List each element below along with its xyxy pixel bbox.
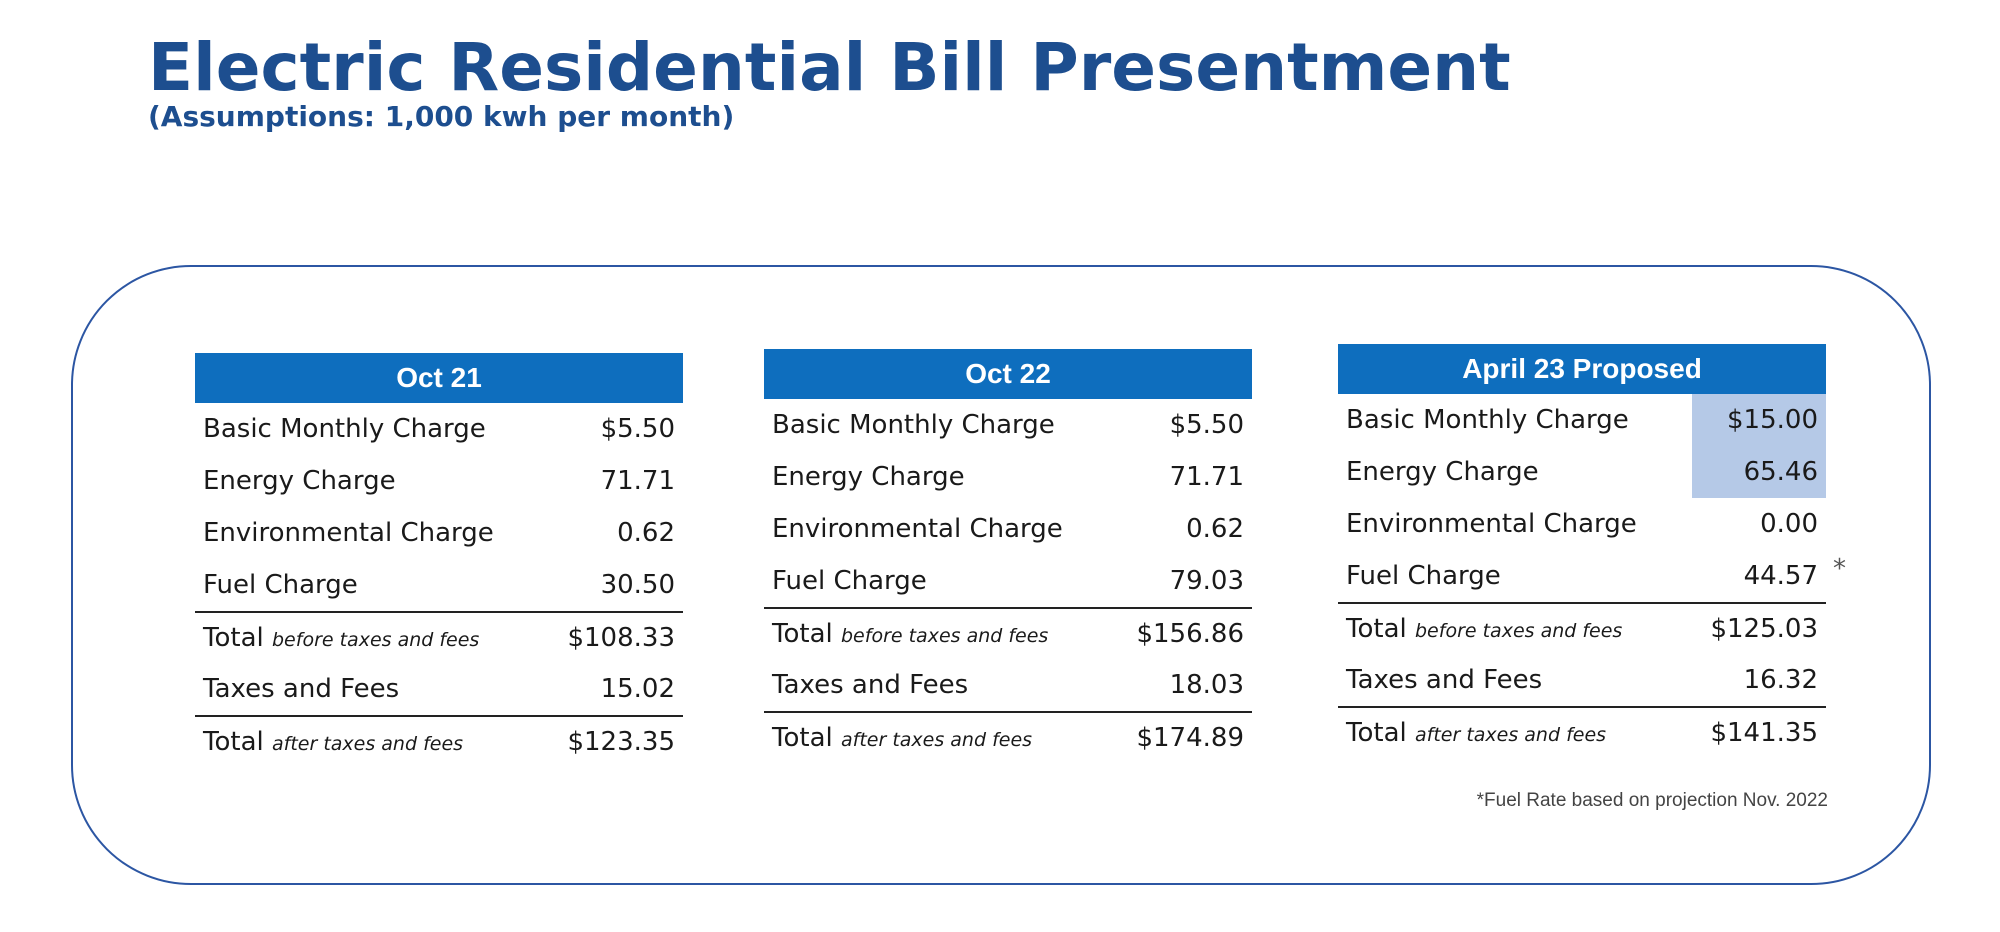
total-after-row — [1338, 706, 1826, 758]
total-before-row — [1338, 602, 1826, 654]
total-label: Total — [1346, 614, 1407, 644]
row-label: Taxes and Fees — [1346, 665, 1543, 695]
row-value-highlighted: 65.46 — [1692, 446, 1826, 498]
row-value: $5.50 — [600, 414, 675, 444]
row-label: Basic Monthly Charge — [772, 410, 1055, 440]
row-value: $123.35 — [567, 727, 675, 757]
energy-charge-row — [1338, 446, 1826, 498]
total-note: after taxes and fees — [841, 729, 1033, 751]
footnote-marker: * — [1833, 554, 1846, 584]
row-label: Energy Charge — [772, 462, 965, 492]
row-value: 30.50 — [600, 570, 675, 600]
row-value: 15.02 — [600, 674, 675, 704]
page-title: Electric Residential Bill Presentment — [148, 29, 1511, 106]
bill-header: Oct 21 — [195, 353, 683, 403]
total-note: after taxes and fees — [272, 733, 464, 755]
environmental-charge-row — [195, 507, 683, 559]
footnote: *Fuel Rate based on projection Nov. 2022 — [1476, 790, 1828, 811]
total-label: Total — [772, 619, 833, 649]
row-value: 71.71 — [1169, 462, 1244, 492]
row-value: $108.33 — [567, 623, 675, 653]
row-value: 0.62 — [1186, 514, 1244, 544]
total-label: Total — [1346, 718, 1407, 748]
row-label: Basic Monthly Charge — [1346, 405, 1629, 435]
total-note: before taxes and fees — [841, 625, 1049, 647]
total-after-row — [764, 711, 1252, 763]
environmental-charge-row — [764, 503, 1252, 555]
row-value — [1692, 550, 1846, 602]
row-value: $174.89 — [1136, 723, 1244, 753]
bill-table-oct-22 — [764, 349, 1252, 763]
taxes-row — [764, 659, 1252, 711]
row-label: Environmental Charge — [772, 514, 1063, 544]
bill-table-oct-21 — [195, 353, 683, 767]
basic-charge-row — [764, 399, 1252, 451]
total-note: before taxes and fees — [1415, 620, 1623, 642]
fuel-value: 44.57 — [1743, 561, 1818, 591]
total-before-row — [195, 611, 683, 663]
row-value: 16.32 — [1743, 665, 1818, 695]
bill-table-april-23-proposed — [1338, 344, 1846, 758]
bill-header: April 23 Proposed — [1338, 344, 1826, 394]
row-label: Basic Monthly Charge — [203, 414, 486, 444]
row-label — [195, 727, 463, 757]
fuel-charge-row — [195, 559, 683, 611]
total-note: before taxes and fees — [272, 629, 480, 651]
row-value: 0.00 — [1760, 509, 1818, 539]
fuel-charge-row — [1338, 550, 1846, 602]
energy-charge-row — [764, 451, 1252, 503]
row-label: Fuel Charge — [1346, 561, 1501, 591]
row-value: 18.03 — [1169, 670, 1244, 700]
taxes-row — [1338, 654, 1826, 706]
total-label: Total — [203, 623, 264, 653]
environmental-charge-row — [1338, 498, 1826, 550]
row-value: $156.86 — [1136, 619, 1244, 649]
row-value: 79.03 — [1169, 566, 1244, 596]
total-label: Total — [203, 727, 264, 757]
total-before-row — [764, 607, 1252, 659]
row-label — [764, 619, 1048, 649]
basic-charge-row — [1338, 394, 1826, 446]
row-label — [195, 623, 479, 653]
total-note: after taxes and fees — [1415, 724, 1607, 746]
row-label: Taxes and Fees — [772, 670, 969, 700]
total-label: Total — [772, 723, 833, 753]
energy-charge-row — [195, 455, 683, 507]
page-subtitle: (Assumptions: 1,000 kwh per month) — [148, 100, 735, 133]
taxes-row — [195, 663, 683, 715]
row-label — [1338, 614, 1622, 644]
row-value: 0.62 — [617, 518, 675, 548]
row-label: Energy Charge — [1346, 457, 1539, 487]
row-value: $5.50 — [1169, 410, 1244, 440]
row-value: 71.71 — [600, 466, 675, 496]
total-after-row — [195, 715, 683, 767]
row-value: $141.35 — [1710, 718, 1818, 748]
row-value-highlighted: $15.00 — [1692, 394, 1826, 446]
basic-charge-row — [195, 403, 683, 455]
row-value: $125.03 — [1710, 614, 1818, 644]
row-label — [1338, 718, 1606, 748]
row-label — [764, 723, 1032, 753]
bill-header: Oct 22 — [764, 349, 1252, 399]
row-label: Environmental Charge — [203, 518, 494, 548]
row-label: Fuel Charge — [772, 566, 927, 596]
row-label: Environmental Charge — [1346, 509, 1637, 539]
row-label: Energy Charge — [203, 466, 396, 496]
fuel-charge-row — [764, 555, 1252, 607]
row-label: Taxes and Fees — [203, 674, 400, 704]
row-label: Fuel Charge — [203, 570, 358, 600]
